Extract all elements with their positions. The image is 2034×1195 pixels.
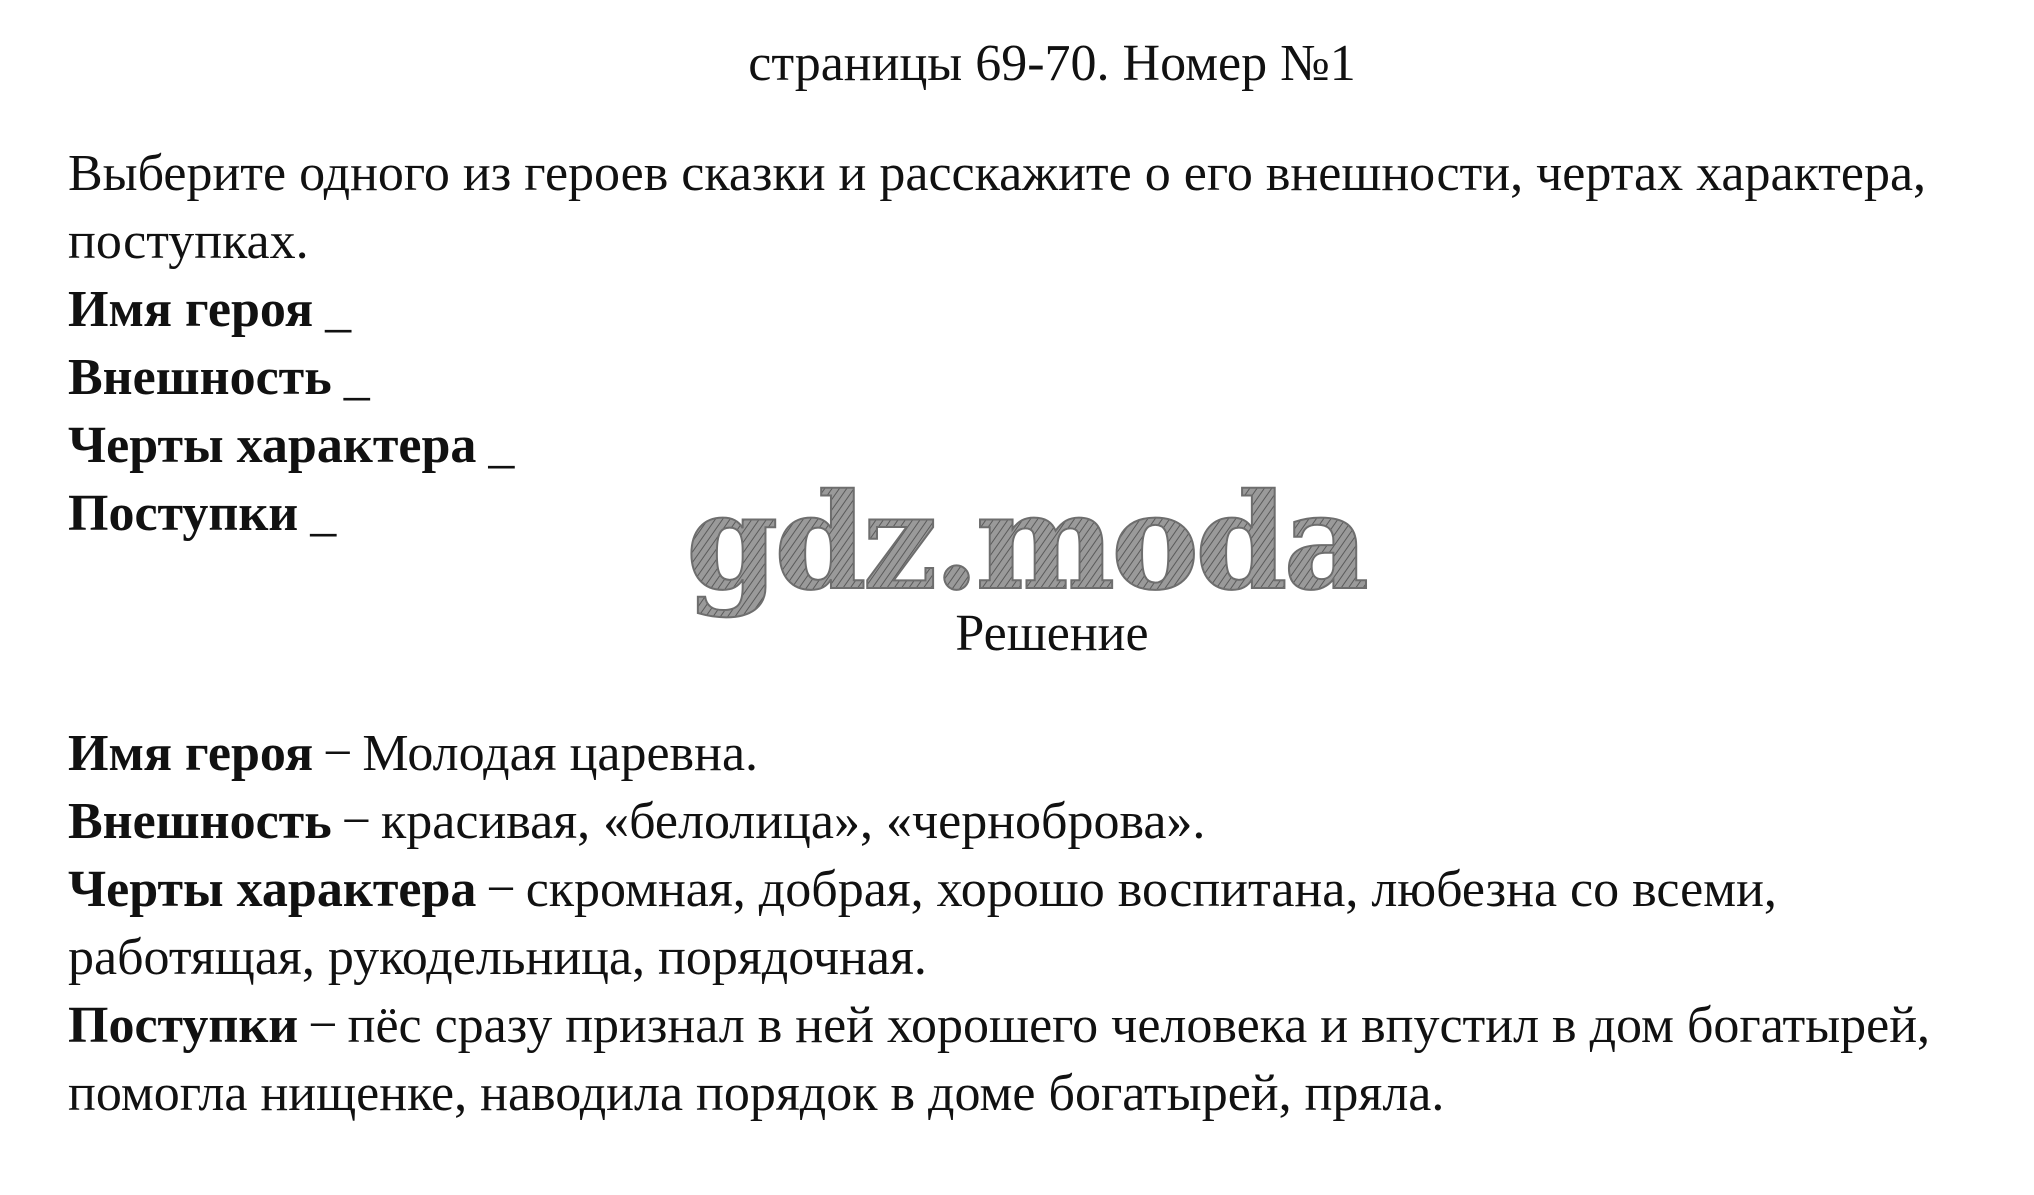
field-blank: _	[343, 349, 370, 406]
task-text: Выберите одного из героев сказки и расскажите о его внешности, чертах характера, поступках.	[68, 145, 1927, 270]
answer-label: Внешность	[68, 793, 332, 850]
answer-label: Поступки	[68, 997, 299, 1054]
answer-text: красивая, «белолица», «черноброва».	[381, 793, 1206, 850]
field-appearance	[68, 344, 1998, 412]
solution-title: Решение	[955, 605, 1149, 662]
answer-text: Молодая царевна.	[362, 725, 759, 782]
field-label: Поступки	[68, 485, 299, 542]
answer-text: пёс сразу признал в ней хорошего человека и впустил в дом богатырей, помогла нищенке, наводила порядок в доме богатырей, пряла.	[68, 997, 1931, 1122]
answer-label: Имя героя	[68, 725, 314, 782]
answer-appearance	[68, 788, 1978, 856]
field-label: Черты характера	[68, 417, 477, 474]
answer-dash: −	[323, 725, 353, 782]
answer-dash: −	[341, 793, 372, 850]
answer-label: Черты характера	[68, 861, 477, 918]
field-label: Имя героя	[68, 281, 314, 338]
answer-hero-name	[68, 720, 1978, 788]
answer-actions	[68, 992, 1978, 1128]
field-blank: _	[325, 281, 352, 338]
field-blank: _	[310, 485, 337, 542]
solution-answers	[68, 720, 1978, 1128]
page-header: страницы 69-70. Номер №1	[748, 35, 1356, 92]
watermark-text: gdz.moda	[686, 465, 1366, 620]
answer-character-traits	[68, 856, 1978, 992]
answer-dash: −	[486, 861, 516, 918]
field-blank: _	[488, 417, 515, 474]
field-hero-name	[68, 276, 1998, 344]
field-label: Внешность	[68, 349, 332, 406]
answer-dash: −	[308, 997, 338, 1054]
answer-text: скромная, добрая, хорошо воспитана, любезна со всеми, работящая, рукодельница, порядочная.	[68, 861, 1777, 986]
